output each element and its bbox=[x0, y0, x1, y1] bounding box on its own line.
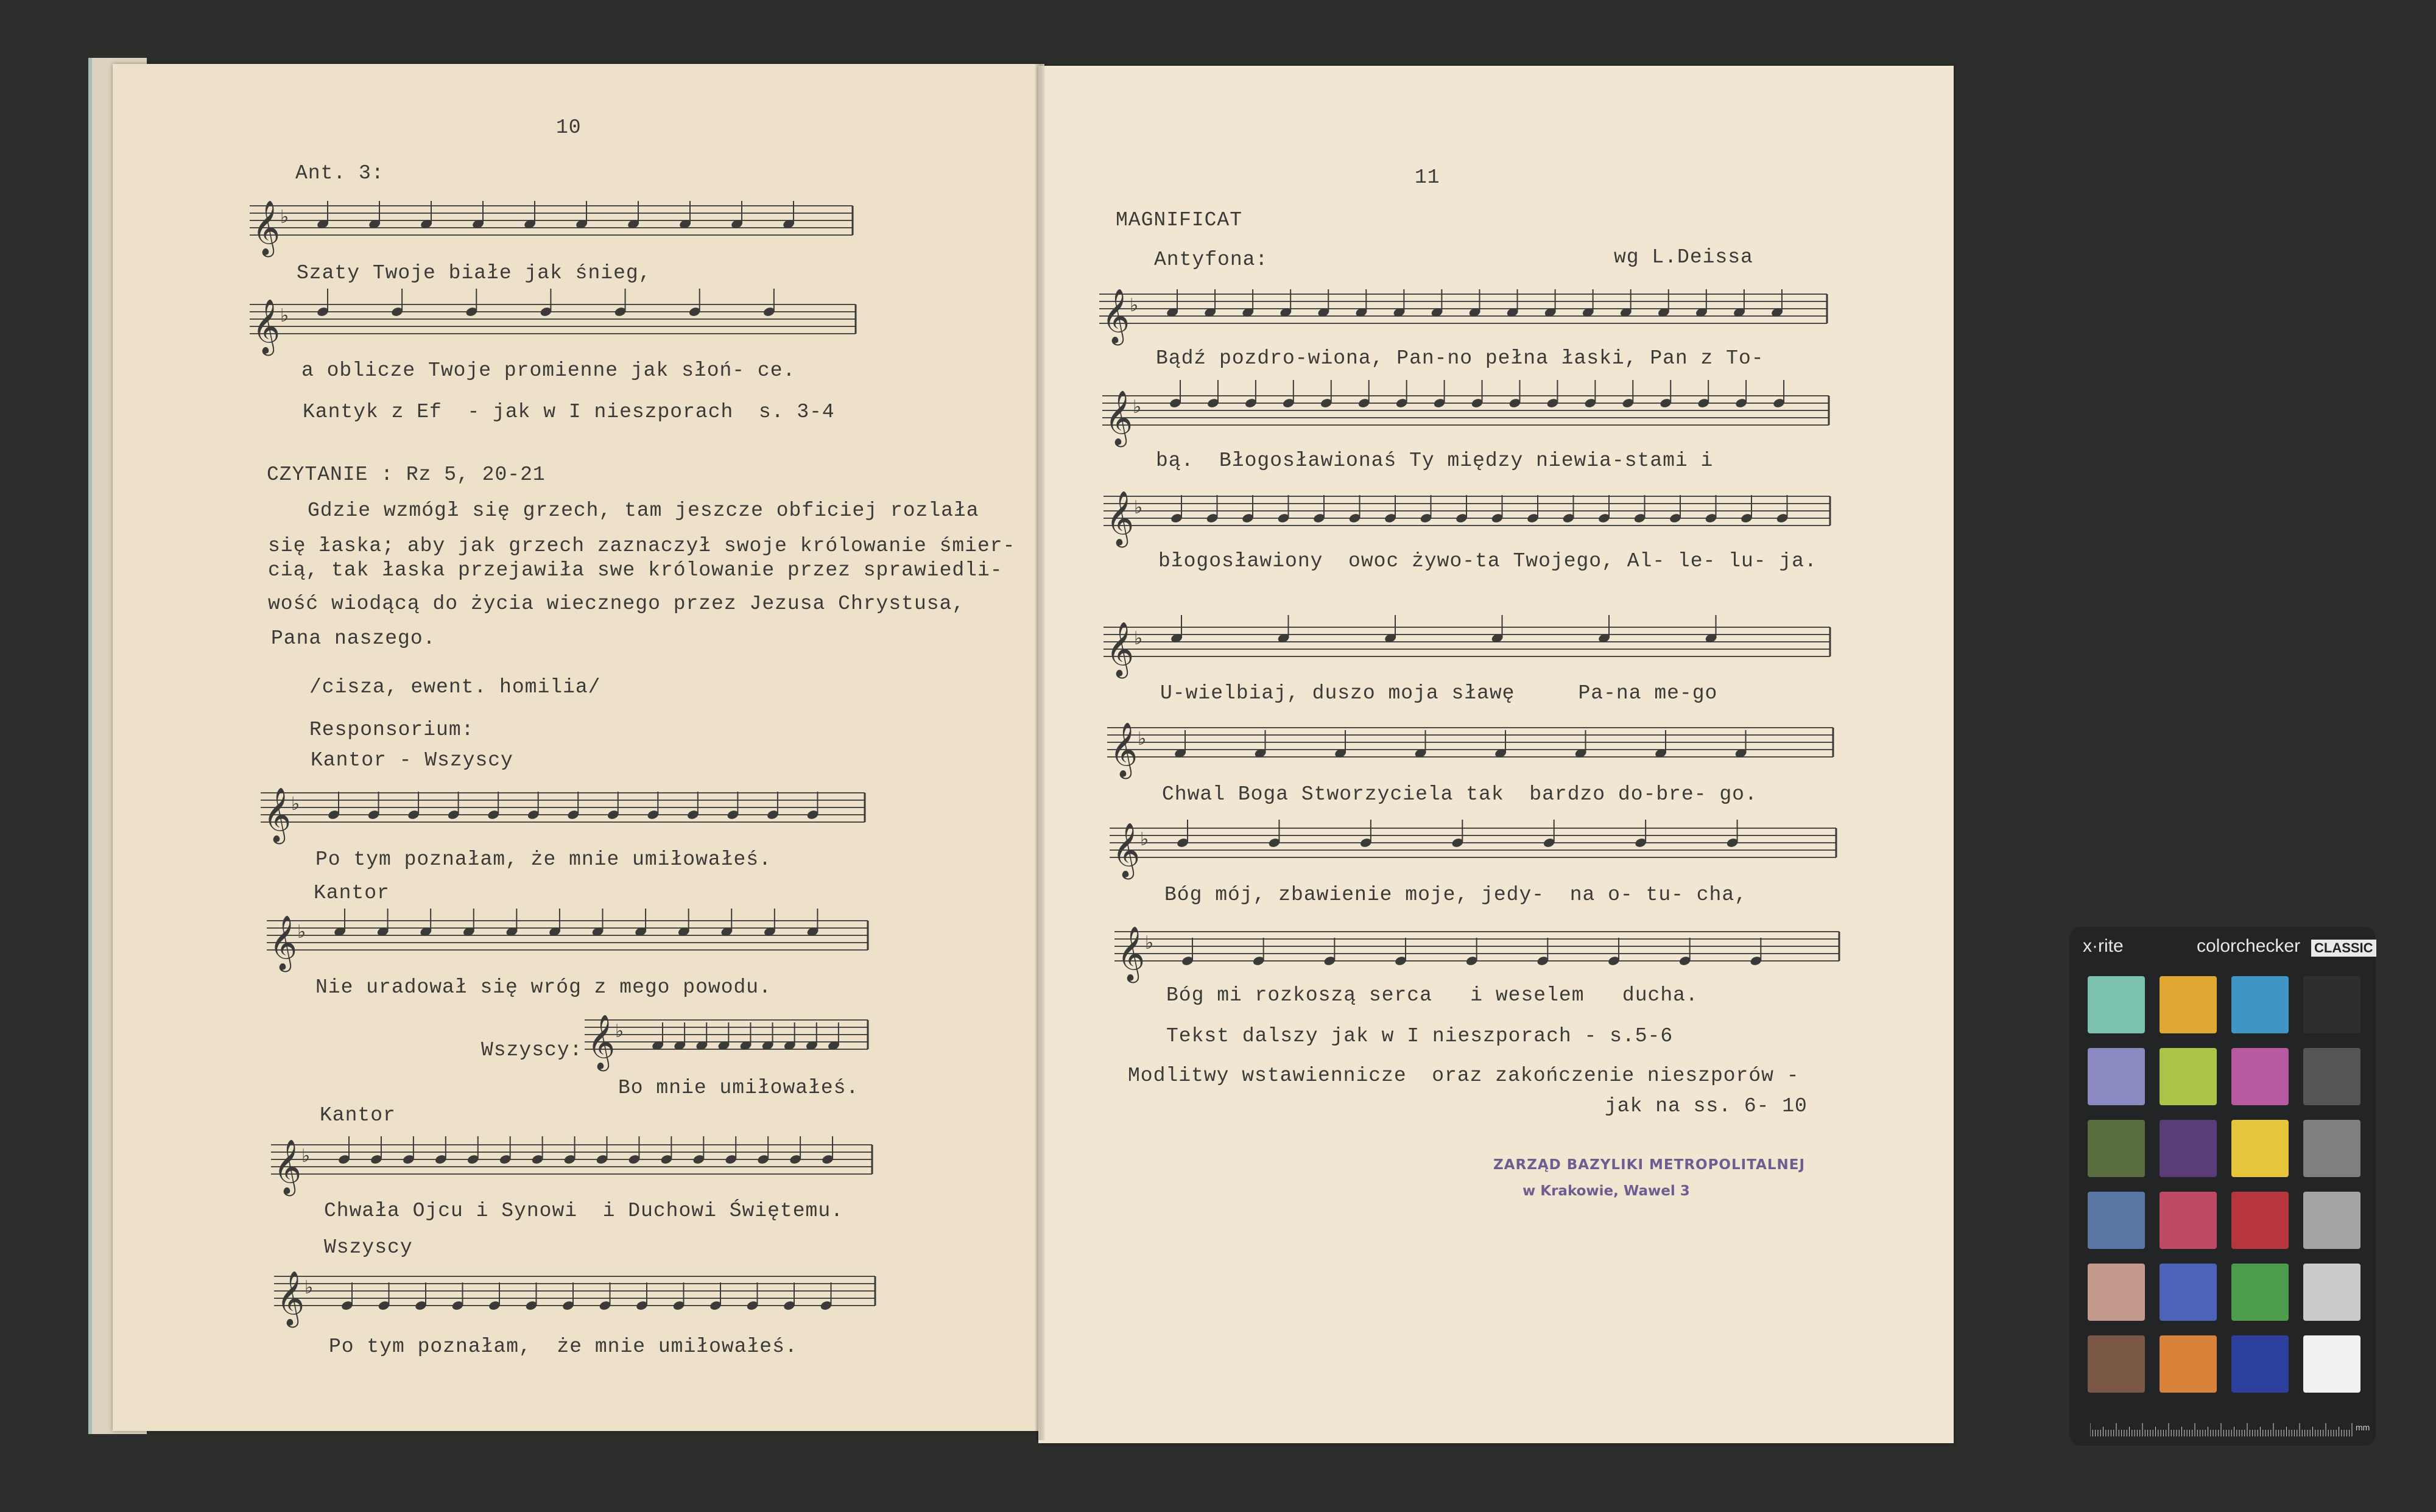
cisza-line: /cisza, ewent. homilia/ bbox=[309, 676, 601, 698]
tekst-dalszy-line: Tekst dalszy jak w I nieszporach - s.5-6 bbox=[1166, 1025, 1674, 1047]
flat-key-signature: ♭ bbox=[280, 206, 289, 228]
stamp-line-2: w Krakowie, Wawel 3 bbox=[1522, 1183, 1690, 1199]
flat-key-signature: ♭ bbox=[301, 1145, 311, 1167]
color-patch bbox=[2088, 1264, 2145, 1321]
resp-lyric-5: Po tym poznałam, że mnie umiłowałeś. bbox=[329, 1335, 798, 1358]
page-number-right: 11 bbox=[1415, 166, 1440, 189]
color-patch bbox=[2088, 1048, 2145, 1105]
flat-key-signature: ♭ bbox=[1140, 829, 1149, 850]
czytanie-line-1: Gdzie wzmógł się grzech, tam jeszcze obficiej rozlała bbox=[308, 499, 979, 522]
colorchecker-title: colorchecker bbox=[2197, 936, 2301, 956]
magnificat-lyric-2: bą. Błogosławionaś Ty między niewia-stami i bbox=[1156, 449, 1714, 472]
color-patch bbox=[2160, 1335, 2217, 1393]
treble-clef-icon: 𝄞 bbox=[269, 915, 298, 970]
resp-lyric-2: Nie uradował się wróg z mego powodu. bbox=[315, 976, 772, 999]
color-patch bbox=[2231, 1048, 2289, 1105]
responsorium-label: Responsorium: bbox=[309, 719, 474, 741]
kantyk-line: Kantyk z Ef - jak w I nieszporach s. 3-4 bbox=[303, 401, 835, 423]
treble-clef-icon: 𝄞 bbox=[252, 200, 281, 255]
flat-key-signature: ♭ bbox=[304, 1277, 314, 1298]
color-patch bbox=[2160, 1048, 2217, 1105]
flat-key-signature: ♭ bbox=[1130, 295, 1139, 316]
color-patch bbox=[2303, 1192, 2360, 1249]
czytanie-line-3: cią, tak łaska przejawiła swe królowanie przez sprawiedli- bbox=[268, 559, 1003, 582]
resp-lyric-1: Po tym poznałam, że mnie umiłowałeś. bbox=[315, 848, 772, 871]
flat-key-signature: ♭ bbox=[280, 305, 289, 326]
kantor-label-2: Kantor bbox=[320, 1104, 396, 1127]
color-patch bbox=[2231, 1264, 2289, 1321]
color-patch bbox=[2303, 1335, 2360, 1393]
magnificat-lyric-7: Bóg mi rozkoszą serca i weselem ducha. bbox=[1166, 984, 1699, 1007]
color-patch bbox=[2303, 976, 2360, 1033]
resp-lyric-4: Chwała Ojcu i Synowi i Duchowi Świętemu. bbox=[324, 1200, 843, 1222]
color-patch bbox=[2231, 1120, 2289, 1177]
ant3-lyric-1: Szaty Twoje białe jak śnieg, bbox=[297, 262, 652, 284]
treble-clef-icon: 𝄞 bbox=[1117, 926, 1146, 981]
color-patch bbox=[2231, 976, 2289, 1033]
treble-clef-icon: 𝄞 bbox=[1112, 823, 1141, 877]
wszyscy-label-2: Wszyscy bbox=[324, 1236, 413, 1259]
color-patch bbox=[2303, 1120, 2360, 1177]
flat-key-signature: ♭ bbox=[615, 1021, 624, 1042]
flat-key-signature: ♭ bbox=[1134, 628, 1143, 649]
magnificat-lyric-4: U-wielbiaj, duszo moja sławę Pa-na me-go bbox=[1160, 682, 1718, 705]
color-patch bbox=[2303, 1048, 2360, 1105]
scale-unit: mm bbox=[2356, 1422, 2370, 1432]
treble-clef-icon: 𝄞 bbox=[263, 787, 292, 842]
treble-clef-icon: 𝄞 bbox=[1105, 390, 1133, 445]
color-patch bbox=[2088, 1335, 2145, 1393]
color-patch bbox=[2160, 1120, 2217, 1177]
flat-key-signature: ♭ bbox=[1134, 497, 1143, 518]
xrite-logo: x·rite bbox=[2083, 936, 2124, 956]
resp-lyric-3: Bo mnie umiłowałeś. bbox=[618, 1077, 859, 1099]
color-patch bbox=[2088, 1120, 2145, 1177]
treble-clef-icon: 𝄞 bbox=[276, 1271, 305, 1326]
stamp-line-1: ZARZĄD BAZYLIKI METROPOLITALNEJ bbox=[1493, 1157, 1806, 1173]
classic-badge: CLASSIC bbox=[2311, 940, 2376, 957]
modlitwy-line-1: Modlitwy wstawiennicze oraz zakończenie nieszporów - bbox=[1128, 1064, 1800, 1087]
color-patch bbox=[2231, 1192, 2289, 1249]
page-number-left: 10 bbox=[556, 116, 582, 139]
author-credit: wg L.Deissa bbox=[1614, 246, 1753, 269]
color-patch bbox=[2160, 976, 2217, 1033]
ant3-label: Ant. 3: bbox=[295, 162, 384, 185]
kantor-label-1: Kantor bbox=[314, 882, 390, 904]
flat-key-signature: ♭ bbox=[291, 793, 300, 815]
mm-scale bbox=[2090, 1423, 2358, 1436]
magnificat-lyric-5: Chwal Boga Stworzyciela tak bardzo do-bre- go. bbox=[1162, 783, 1758, 806]
magnificat-lyric-6: Bóg mój, zbawienie moje, jedy- na o- tu- cha, bbox=[1164, 884, 1747, 906]
flat-key-signature: ♭ bbox=[1145, 932, 1154, 954]
czytanie-heading: CZYTANIE : Rz 5, 20-21 bbox=[267, 463, 546, 486]
treble-clef-icon: 𝄞 bbox=[1106, 491, 1135, 546]
modlitwy-line-2: jak na ss. 6- 10 bbox=[1605, 1095, 1808, 1117]
treble-clef-icon: 𝄞 bbox=[1110, 722, 1138, 777]
czytanie-line-5: Pana naszego. bbox=[271, 627, 436, 650]
czytanie-line-4: wość wiodącą do życia wiecznego przez Jezusa Chrystusa, bbox=[268, 592, 965, 615]
color-patch bbox=[2160, 1264, 2217, 1321]
treble-clef-icon: 𝄞 bbox=[1102, 289, 1130, 343]
czytanie-line-2: się łaska; aby jak grzech zaznaczył swoje królowanie śmier- bbox=[268, 535, 1016, 557]
color-patch bbox=[2231, 1335, 2289, 1393]
wszyscy-colon-label: Wszyscy: bbox=[481, 1039, 583, 1061]
color-patch bbox=[2160, 1192, 2217, 1249]
color-patch bbox=[2088, 976, 2145, 1033]
treble-clef-icon: 𝄞 bbox=[252, 299, 281, 354]
flat-key-signature: ♭ bbox=[297, 921, 306, 943]
antyfona-label: Antyfona: bbox=[1154, 248, 1269, 271]
flat-key-signature: ♭ bbox=[1133, 396, 1142, 418]
flat-key-signature: ♭ bbox=[1138, 728, 1147, 750]
treble-clef-icon: 𝄞 bbox=[587, 1014, 616, 1069]
color-patch bbox=[2088, 1192, 2145, 1249]
treble-clef-icon: 𝄞 bbox=[1106, 622, 1135, 677]
magnificat-lyric-1: Bądź pozdro-wiona, Pan-no pełna łaski, Pan z To- bbox=[1156, 347, 1764, 370]
kantor-wszyscy-label: Kantor - Wszyscy bbox=[311, 749, 513, 772]
treble-clef-icon: 𝄞 bbox=[273, 1139, 302, 1194]
magnificat-lyric-3: błogosławiony owoc żywo-ta Twojego, Al- le- lu- ja. bbox=[1158, 550, 1817, 572]
ant3-lyric-2: a oblicze Twoje promienne jak słoń- ce. bbox=[301, 359, 796, 382]
magnificat-heading: MAGNIFICAT bbox=[1116, 209, 1243, 231]
color-patch bbox=[2303, 1264, 2360, 1321]
